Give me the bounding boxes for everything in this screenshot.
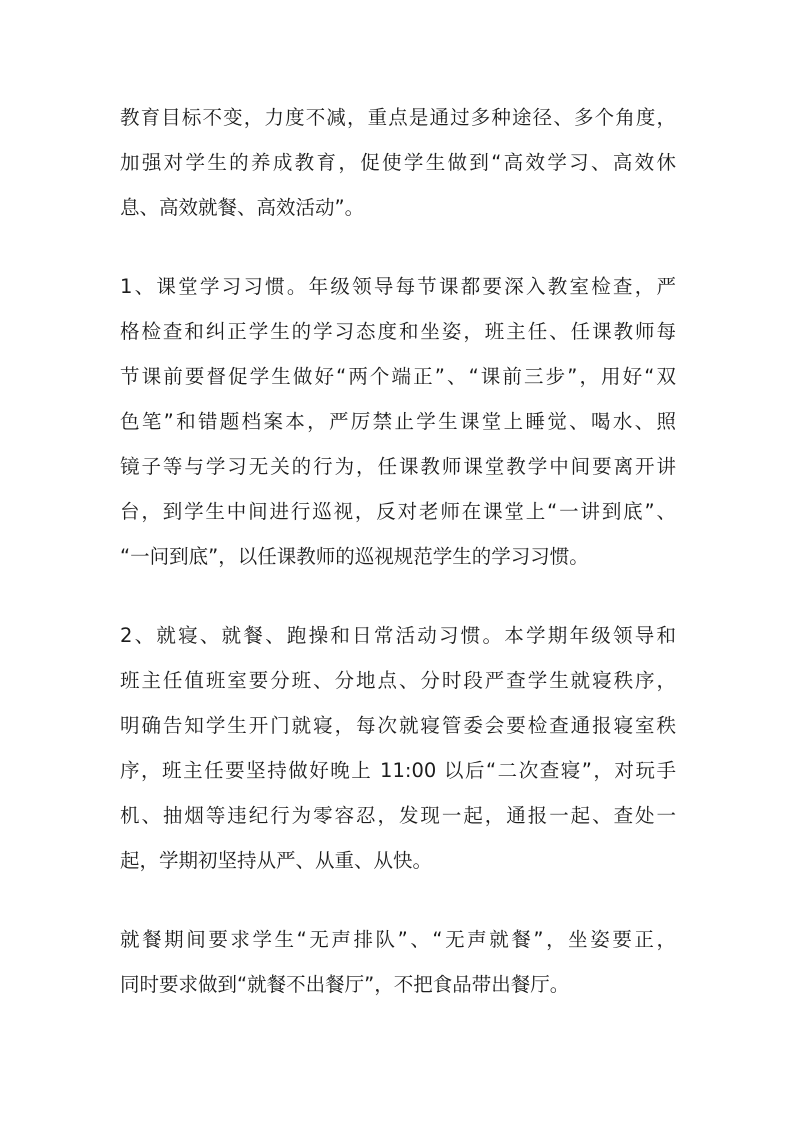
paragraph-4-line-1: 就餐期间要求学生“无声排队”、“无声就餐”，坐姿要正， bbox=[120, 928, 676, 951]
paragraph-3-line-5: 机、抽烟等违纪行为零容忍，发现一起，通报一起、查处一 bbox=[120, 804, 676, 827]
paragraph-2-line-7: “一问到底”，以任课教师的巡视规范学生的学习习惯。 bbox=[120, 545, 589, 568]
paragraph-1-line-1: 教育目标不变，力度不减，重点是通过多种途径、多个角度， bbox=[120, 106, 676, 129]
paragraph-3-line-6: 起，学期初坚持从严、从重、从快。 bbox=[120, 849, 433, 872]
paragraph-4-line-2: 同时要求做到“就餐不出餐厅”，不把食品带出餐厅。 bbox=[120, 973, 570, 996]
paragraph-3-line-3: 明确告知学生开门就寝，每次就寝管委会要检查通报寝室秩 bbox=[120, 714, 676, 737]
paragraph-2-line-2: 格检查和纠正学生的学习态度和坐姿，班主任、任课教师每 bbox=[120, 320, 676, 343]
paragraph-2-line-3: 节课前要督促学生做好“两个端正”、“课前三步”，用好“双 bbox=[120, 365, 676, 388]
paragraph-2-line-5: 镜子等与学习无关的行为，任课教师课堂教学中间要离开讲 bbox=[120, 455, 676, 478]
paragraph-2-line-1: 1、课堂学习习惯。年级领导每节课都要深入教室检查，严 bbox=[120, 275, 676, 298]
paragraph-2-line-4: 色笔”和错题档案本，严厉禁止学生课堂上睡觉、喝水、照 bbox=[120, 410, 676, 433]
paragraph-1-line-3: 息、高效就餐、高效活动”。 bbox=[120, 196, 365, 219]
paragraph-3-line-4: 序，班主任要坚持做好晚上 11:00 以后“二次查寝”，对玩手 bbox=[120, 759, 676, 782]
paragraph-3-line-2: 班主任值班室要分班、分地点、分时段严查学生就寝秩序， bbox=[120, 669, 676, 692]
paragraph-3-line-1: 2、就寝、就餐、跑操和日常活动习惯。本学期年级领导和 bbox=[120, 624, 676, 647]
paragraph-2-line-6: 台，到学生中间进行巡视，反对老师在课堂上“一讲到底”、 bbox=[120, 500, 676, 523]
paragraph-1-line-2: 加强对学生的养成教育，促使学生做到“高效学习、高效休 bbox=[120, 151, 676, 174]
